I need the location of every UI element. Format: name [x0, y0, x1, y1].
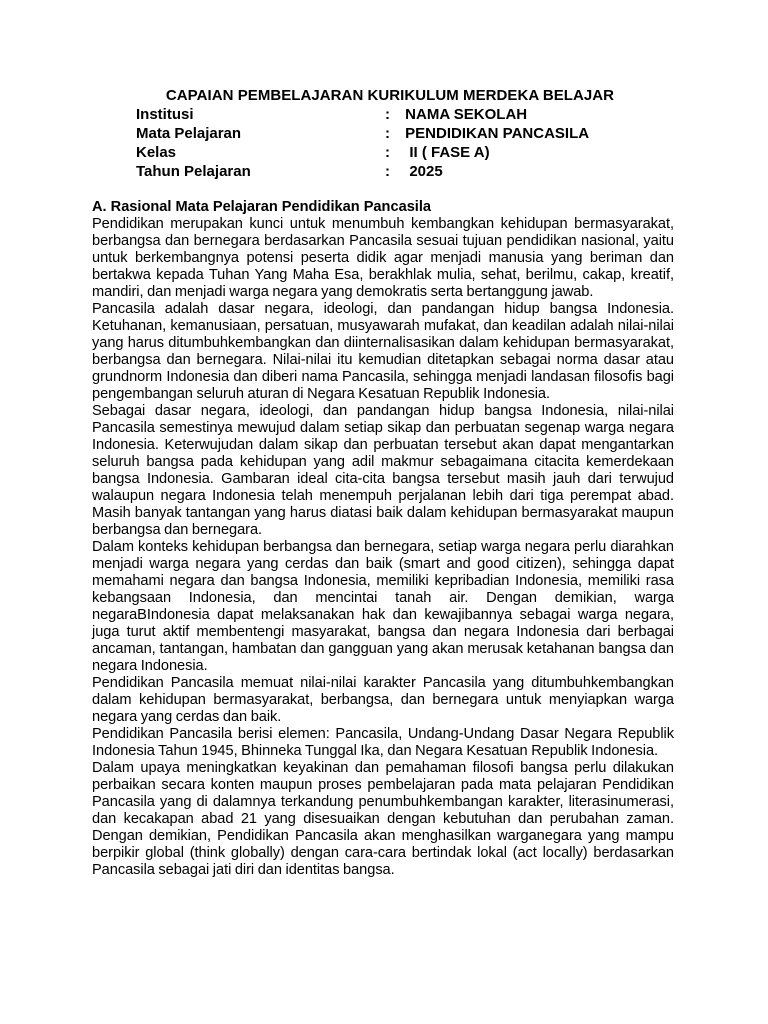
paragraph: Pendidikan Pancasila berisi elemen: Pancasila, Undang-Undang Dasar Negara Republik Indonesia Tahun 1945, Bhinneka Tunggal Ika, dan Negara Kesatuan Republik Indonesia.	[92, 726, 674, 759]
paragraph: Dalam upaya meningkatkan keyakinan dan pemahaman filosofi bangsa perlu dilakukan perbaikan secara konten maupun proses pembelajaran pada mata pelajaran Pendidikan Pancasila yang di dalamnya terkandung penumbuhkembangan karakter, literasinumerasi, dan kecakapan abad 21 yang disesuaikan dengan kebutuhan dan perubahan zaman. Dengan demikian, Pendidikan Pancasila akan menghasilkan warganegara yang mampu berpikir global (think globally) dengan cara-cara bertindak lokal (act locally) berdasarkan Pancasila sebagai jati diri dan identitas bangsa.	[92, 760, 674, 878]
meta-label: Mata Pelajaran	[136, 125, 242, 142]
paragraph: Pendidikan merupakan kunci untuk menumbuh kembangkan kehidupan bermasyarakat, berbangsa dan bernegara berdasarkan Pancasila sesuai tujuan pendidikan nasional, yaitu untuk berkembangnya potensi peserta didik agar menjadi manusia yang beriman dan bertakwa kepada Tuhan Yang Maha Esa, berakhlak mulia, sehat, berilmu, cakap, kreatif, mandiri, dan menjadi warga negara yang demokratis serta bertanggung jawab.	[92, 216, 674, 300]
meta-colon: :	[385, 106, 390, 123]
meta-row-kelas	[136, 143, 674, 162]
meta-value: PENDIDIKAN PANCASILA	[401, 125, 590, 142]
document-meta	[136, 105, 674, 181]
meta-colon: :	[385, 144, 390, 161]
section-heading: A. Rasional Mata Pelajaran Pendidikan Pancasila	[92, 199, 432, 215]
paragraph: Sebagai dasar negara, ideologi, dan pandangan hidup bangsa Indonesia, nilai-nilai Pancasila semestinya mewujud dalam setiap sikap dan perbuatan segenap warga negara Indonesia. Keterwujudan dalam sikap dan perbuatan tersebut akan dapat mengantarkan seluruh bangsa pada kehidupan yang adil makmur sebagaimana citacita kemerdekaan bangsa Indonesia. Gambaran ideal cita-cita bangsa tersebut masih jauh dari terwujud walaupun negara Indonesia telah menempuh perjalanan lebih dari tiga perempat abad. Masih banyak tantangan yang harus diatasi baik dalam kehidupan bermasyarakat maupun berbangsa dan bernegara.	[92, 403, 674, 538]
document-page	[92, 86, 674, 879]
paragraph: Pancasila adalah dasar negara, ideologi, dan pandangan hidup bangsa Indonesia. Ketuhanan, kemanusiaan, persatuan, musyawarah mufakat, dan keadilan adalah nilai-nilai yang harus ditumbuhkembangkan dan diinternalisasikan dalam kehidupan bermasyarakat, berbangsa dan bernegara. Nilai-nilai itu kemudian ditetapkan sebagai norma dasar atau grundnorm Indonesia dan diberi nama Pancasila, sehingga menjadi landasan filosofis bagi pengembangan seluruh aturan di Negara Kesatuan Republik Indonesia.	[92, 301, 674, 402]
meta-row-institusi	[136, 105, 674, 124]
meta-value: 2025	[401, 163, 443, 180]
meta-label: Tahun Pelajaran	[136, 163, 251, 180]
meta-row-mata-pelajaran	[136, 124, 674, 143]
meta-label: Kelas	[136, 144, 177, 161]
paragraph: Dalam konteks kehidupan berbangsa dan bernegara, setiap warga negara perlu diarahkan menjadi warga negara yang cerdas dan baik (smart and good citizen), sehingga dapat memahami negara dan bangsa Indonesia, memiliki kepribadian Indonesia, memiliki rasa kebangsaan Indonesia, dan mencintai tanah air. Dengan demikian, warga negaraBIndonesia dapat melaksanakan hak dan kewajibannya sebagai warga negara, juga turut aktif membentengi masyarakat, bangsa dan negara Indonesia dari berbagai ancaman, tantangan, hambatan dan gangguan yang akan merusak ketahanan bangsa dan negara Indonesia.	[92, 539, 674, 674]
meta-value: NAMA SEKOLAH	[401, 106, 528, 123]
meta-value: II ( FASE A)	[401, 144, 490, 161]
paragraph: Pendidikan Pancasila memuat nilai-nilai karakter Pancasila yang ditumbuhkembangkan dalam kehidupan bermasyarakat, berbangsa, dan bernegara untuk menyiapkan warga negara yang cerdas dan baik.	[92, 675, 674, 725]
meta-label: Institusi	[136, 106, 194, 123]
meta-colon: :	[385, 125, 390, 142]
meta-row-tahun-pelajaran	[136, 162, 674, 181]
document-title: CAPAIAN PEMBELAJARAN KURIKULUM MERDEKA BELAJAR	[165, 87, 615, 104]
meta-colon: :	[385, 163, 390, 180]
